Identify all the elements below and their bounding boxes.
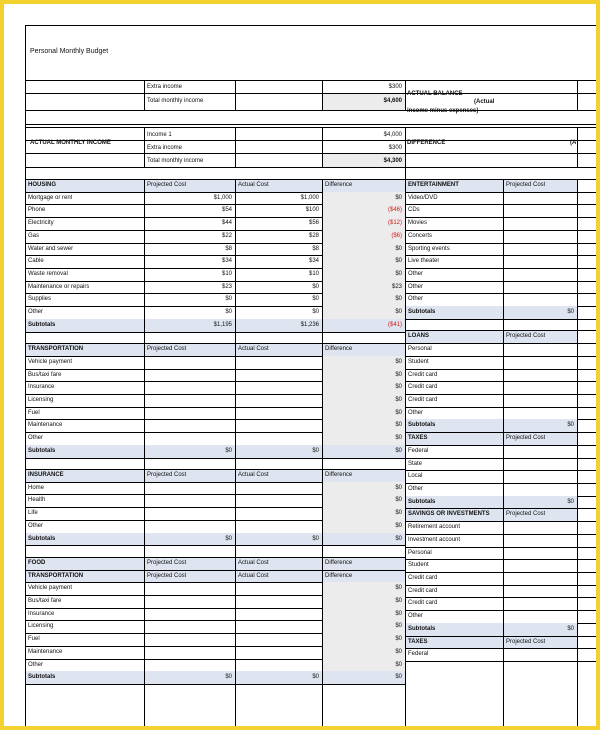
cell-text: ENTERTAINMENT <box>408 182 459 188</box>
grid-line <box>25 469 405 470</box>
cell-text: $0 <box>567 625 574 632</box>
grid-line <box>25 153 596 154</box>
grid-line <box>405 661 596 662</box>
grid-line <box>405 483 596 484</box>
grid-line <box>405 80 406 110</box>
cell-text: $300 <box>388 84 402 90</box>
cell-text: $0 <box>395 522 402 529</box>
grid-line <box>405 407 596 408</box>
cell-text: Student <box>408 358 429 365</box>
cell-text: $22 <box>221 232 232 239</box>
grid-line <box>25 167 596 168</box>
cell-text: $10 <box>221 271 232 278</box>
cell-text: Credit card <box>408 587 438 594</box>
grid-line <box>25 93 596 94</box>
cell-text: Credit card <box>408 575 438 582</box>
cell-text: ACTUAL BALANCE <box>407 91 463 97</box>
cell-text: Bus/taxi fare <box>28 371 62 378</box>
cell-text: Total monthly income <box>147 158 204 164</box>
cell-text: Other <box>408 283 424 290</box>
cell-text: Subtotals <box>408 309 436 316</box>
cell-text: $8 <box>225 245 232 252</box>
cell-text: Credit card <box>408 396 438 403</box>
cell-text: $0 <box>567 309 574 316</box>
cell-text: $0 <box>395 585 402 592</box>
cell-text: $300 <box>388 145 402 151</box>
cell-text: $0 <box>395 610 402 617</box>
cell-text: Subtotals <box>28 447 56 454</box>
cell-text: Subtotals <box>408 625 436 632</box>
cell-text: ($12) <box>387 220 402 227</box>
grid-line <box>235 127 236 167</box>
grid-line <box>405 268 596 269</box>
cell-text: $0 <box>312 535 319 542</box>
cell-text: Other <box>408 409 424 416</box>
cell-text: Home <box>28 484 45 491</box>
cell-text: $0 <box>395 296 402 303</box>
cell-text: $10 <box>308 271 319 278</box>
cell-text: Gas <box>28 232 40 239</box>
cell-text: Fuel <box>28 409 40 416</box>
cell-text: Video/DVD <box>408 194 438 201</box>
cell-text: income minus expenses) <box>407 108 479 114</box>
cell-text: $0 <box>312 296 319 303</box>
cell-text: Credit card <box>408 600 438 607</box>
cell-text: Movies <box>408 220 428 227</box>
actual-monthly-income-label: ACTUAL MONTHLY INCOME <box>30 140 111 146</box>
grid-line <box>235 80 236 110</box>
cell-text: Projected Cost <box>506 333 546 340</box>
cell-text: Difference <box>325 572 353 579</box>
cell-text: Credit card <box>408 371 438 378</box>
cell-text: $34 <box>308 258 319 265</box>
cell-text: $0 <box>395 309 402 316</box>
cell-text: Projected Cost <box>147 182 187 188</box>
cell-text: $0 <box>395 435 402 442</box>
grid-line <box>405 432 596 433</box>
cell-text: Fuel <box>28 636 40 643</box>
cell-text: Subtotals <box>408 422 436 429</box>
grid-line <box>405 356 596 357</box>
cell-text: $0 <box>312 309 319 316</box>
cell-text: Phone <box>28 207 46 214</box>
cell-text: Licensing <box>28 623 54 630</box>
cell-text: Total monthly income <box>147 98 204 104</box>
cell-text: Concerts <box>408 232 433 239</box>
cell-text: Other <box>28 661 44 668</box>
cell-text: Sporting events <box>408 245 450 252</box>
cell-text: $0 <box>567 422 574 429</box>
grid-line <box>577 80 578 110</box>
cell-text: $0 <box>395 648 402 655</box>
cell-text: Other <box>408 486 424 492</box>
cell-text: $4,600 <box>383 98 402 104</box>
budget-spreadsheet <box>4 4 596 726</box>
grid-line <box>144 80 145 110</box>
cell-text: SAVINGS OR INVESTMENTS <box>408 511 490 518</box>
cell-text: Bus/taxi fare <box>28 597 62 604</box>
cell-text: $0 <box>225 674 232 681</box>
cell-fill <box>406 330 577 343</box>
cell-text: $34 <box>221 258 232 265</box>
grid-line <box>144 127 145 167</box>
grid-line <box>577 179 578 726</box>
cell-text: Actual Cost <box>238 182 269 188</box>
cell-text: Water and sewer <box>28 245 74 252</box>
grid-line <box>25 25 596 26</box>
grid-line <box>405 319 596 320</box>
grid-line <box>405 281 596 282</box>
cell-text: TAXES <box>408 638 428 645</box>
cell-text: $0 <box>395 245 402 252</box>
cell-fill <box>406 432 577 445</box>
cell-text: Maintenance <box>28 422 63 429</box>
grid-line <box>405 508 596 509</box>
cell-text: Difference <box>325 472 353 479</box>
cell-text: $0 <box>395 358 402 365</box>
cell-text: $28 <box>308 232 319 239</box>
cell-text: ($46) <box>387 207 402 214</box>
cell-text: $100 <box>305 207 319 214</box>
grid-line <box>405 230 596 231</box>
cell-text: Credit card <box>408 384 438 391</box>
cell-text: $0 <box>312 283 319 290</box>
cell-text: $0 <box>395 623 402 630</box>
grid-line <box>144 179 145 726</box>
cell-text: Other <box>28 309 44 316</box>
cell-text: $0 <box>395 447 402 454</box>
cell-text: $0 <box>395 497 402 504</box>
cell-text: $1,236 <box>300 321 319 328</box>
cell-text: Other <box>28 435 44 442</box>
cell-text: Other <box>28 522 44 529</box>
cell-text: Subtotals <box>28 321 56 328</box>
cell-text: $1,000 <box>213 194 232 201</box>
cell-text: INSURANCE <box>28 472 64 479</box>
cell-text: $0 <box>395 194 402 201</box>
cell-text: $0 <box>395 396 402 403</box>
cell-text: Federal <box>408 447 429 454</box>
cell-text: $8 <box>312 245 319 252</box>
cell-text: Maintenance or repairs <box>28 283 90 290</box>
grid-line <box>25 557 405 558</box>
cell-text: $0 <box>395 535 402 542</box>
cell-text: Student <box>408 562 429 569</box>
grid-line <box>577 127 578 167</box>
cell-text: Other <box>408 271 424 278</box>
cell-text: $0 <box>225 309 232 316</box>
cell-text: $0 <box>225 296 232 303</box>
cell-text: $0 <box>312 674 319 681</box>
cell-text: Life <box>28 510 38 517</box>
cell-text: $1,000 <box>300 194 319 201</box>
grid-line <box>25 124 596 125</box>
grid-line <box>25 127 596 128</box>
cell-text: Subtotals <box>28 535 56 542</box>
cell-text: $0 <box>312 447 319 454</box>
grid-line <box>405 470 596 471</box>
grid-line <box>405 179 596 180</box>
cell-text: $1,195 <box>213 321 232 328</box>
cell-text: Maintenance <box>28 648 63 655</box>
grid-line <box>405 559 596 560</box>
cell-text: TRANSPORTATION <box>28 346 84 353</box>
cell-text: Vehicle payment <box>28 585 73 592</box>
grid-line <box>405 127 406 167</box>
cell-text: Subtotals <box>408 498 436 505</box>
cell-text: $0 <box>395 384 402 391</box>
grid-line <box>322 179 323 726</box>
cell-text: TAXES <box>408 435 428 442</box>
grid-line <box>405 343 596 344</box>
cell-text: $4,300 <box>383 158 402 164</box>
cell-text: Other <box>408 296 424 303</box>
grid-line <box>405 648 596 649</box>
cell-text: Extra income <box>147 84 183 90</box>
cell-text: Projected Cost <box>147 559 187 566</box>
cell-text: Projected Cost <box>147 572 187 579</box>
cell-text: Actual Cost <box>238 559 269 566</box>
grid-line <box>25 684 405 685</box>
cell-text: Health <box>28 497 46 504</box>
cell-text: (A <box>570 140 577 146</box>
grid-line <box>25 179 405 180</box>
grid-line <box>405 204 596 205</box>
cell-text: Retirement account <box>408 524 461 531</box>
grid-line <box>25 80 596 81</box>
grid-line <box>405 293 596 294</box>
cell-text: TRANSPORTATION <box>28 572 84 579</box>
grid-line <box>405 330 596 331</box>
cell-text: DIFFERENCE <box>407 140 446 146</box>
cell-text: Other <box>408 613 424 620</box>
cell-text: Waste removal <box>28 271 68 278</box>
cell-text: Federal <box>408 651 429 658</box>
cell-text: $23 <box>221 283 232 290</box>
cell-text: Difference <box>325 346 353 353</box>
cell-text: Personal <box>408 346 432 353</box>
cell-text: Income 1 <box>147 132 172 138</box>
grid-line <box>25 343 405 344</box>
cell-text: Insurance <box>28 610 55 617</box>
cell-text: $0 <box>395 422 402 429</box>
cell-text: $0 <box>395 636 402 643</box>
cell-text: Vehicle payment <box>28 358 73 365</box>
cell-text: ($6) <box>391 232 402 239</box>
grid-line <box>25 570 405 571</box>
cell-text: Difference <box>325 182 353 188</box>
cell-text: $0 <box>395 597 402 604</box>
cell-text: Extra income <box>147 145 183 151</box>
cell-text: Projected Cost <box>147 472 187 479</box>
grid-line <box>405 458 596 459</box>
grid-line <box>25 545 405 546</box>
cell-text: FOOD <box>28 559 46 566</box>
cell-fill <box>406 636 577 649</box>
sheet-title: Personal Monthly Budget <box>30 48 109 55</box>
cell-text: $0 <box>225 447 232 454</box>
cell-text: Insurance <box>28 384 55 391</box>
grid-line <box>405 445 596 446</box>
cell-text: Projected Cost <box>506 511 546 518</box>
grid-line <box>25 332 405 333</box>
grid-line <box>25 458 405 459</box>
cell-text: $54 <box>221 207 232 214</box>
cell-text: $4,000 <box>383 132 402 138</box>
cell-text: $0 <box>395 371 402 378</box>
grid-line <box>405 217 596 218</box>
cell-text: State <box>408 460 423 467</box>
cell-text: ($41) <box>387 321 402 328</box>
cell-text: CDs <box>408 207 420 214</box>
cell-text: Supplies <box>28 296 52 303</box>
cell-text: (Actual <box>474 99 495 105</box>
cell-text: $0 <box>395 271 402 278</box>
cell-text: Licensing <box>28 396 54 403</box>
cell-text: LOANS <box>408 333 429 340</box>
cell-text: $0 <box>395 484 402 491</box>
cell-text: Cable <box>28 258 44 265</box>
cell-text: $0 <box>225 535 232 542</box>
cell-text: $23 <box>391 283 402 290</box>
cell-text: Subtotals <box>28 674 56 681</box>
cell-text: Local <box>408 473 423 480</box>
cell-text: Actual Cost <box>238 346 269 353</box>
cell-text: $0 <box>395 258 402 265</box>
cell-text: $0 <box>567 498 574 505</box>
grid-line <box>405 636 596 637</box>
cell-text: $0 <box>395 674 402 681</box>
cell-text: Projected Cost <box>506 638 546 645</box>
cell-text: Live theater <box>408 258 440 265</box>
grid-line <box>405 610 596 611</box>
cell-text: Electricity <box>28 220 54 227</box>
cell-text: $0 <box>395 409 402 416</box>
cell-text: $44 <box>221 220 232 227</box>
cell-text: HOUSING <box>28 182 57 188</box>
cell-text: Projected Cost <box>147 346 187 353</box>
grid-line <box>503 179 504 726</box>
grid-line <box>235 179 236 726</box>
cell-text: Personal <box>408 549 432 556</box>
grid-line <box>25 110 596 111</box>
cell-text: Actual Cost <box>238 572 269 579</box>
cell-text: Mortgage or rent <box>28 194 73 201</box>
cell-text: Projected Cost <box>506 435 546 442</box>
cell-text: $0 <box>395 661 402 668</box>
cell-text: Actual Cost <box>238 472 269 479</box>
cell-text: Projected Cost <box>506 182 546 188</box>
grid-line <box>405 547 596 548</box>
cell-text: $56 <box>308 220 319 227</box>
cell-text: Difference <box>325 559 353 566</box>
cell-text: $0 <box>395 510 402 517</box>
cell-text: Investment account <box>408 536 461 543</box>
